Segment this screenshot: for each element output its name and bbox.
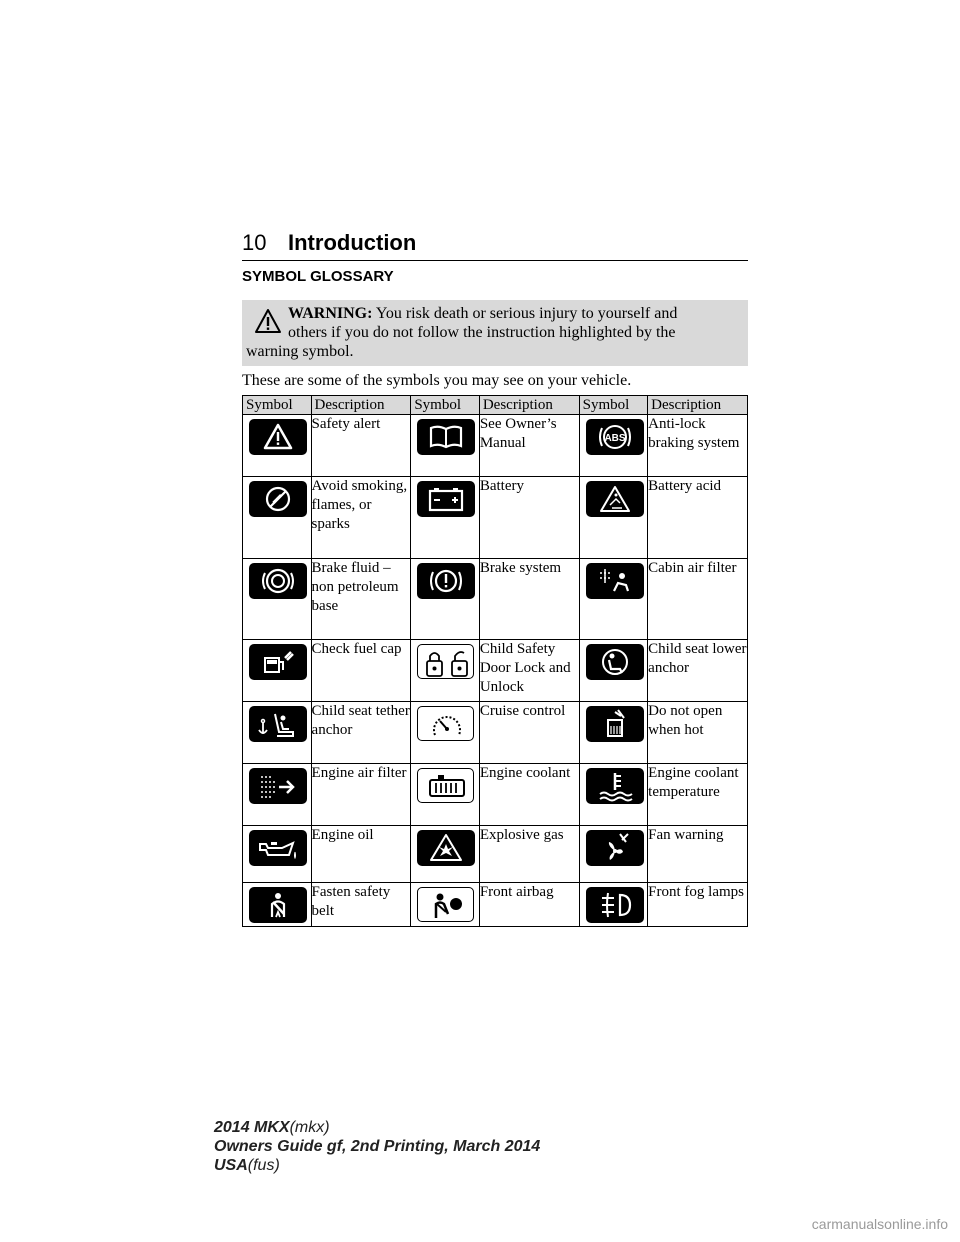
airbag-icon [417,887,474,922]
book-icon [417,419,475,455]
fuel-cap-icon [249,644,307,680]
brake-system-icon [417,563,475,599]
page-title: Introduction [288,230,417,255]
table-row [243,415,748,477]
symbol-description: Engine coolant temperature [648,764,748,826]
symbol-description: Battery acid [648,477,748,559]
symbol-description: Cruise control [479,702,579,764]
table-row [243,559,748,640]
child-seat-anchor-icon [586,644,644,680]
battery-icon [417,481,475,517]
warning-label: WARNING: [288,305,373,322]
cabin-air-filter-icon [586,563,644,599]
brake-fluid-icon [249,563,307,599]
symbol-description: See Owner’s Manual [479,415,579,477]
table-row [243,883,748,927]
explosive-gas-icon [417,830,475,866]
column-header: Symbol [243,396,312,415]
footer-market-code: (fus) [247,1157,280,1174]
warning-line-1: You risk death or serious injury to yourself and [375,305,678,322]
footer-market: USA [214,1157,248,1174]
symbol-description: Engine oil [311,826,411,883]
abs-icon [586,419,644,455]
footer-model-code: (mkx) [289,1119,330,1136]
do-not-open-hot-icon [586,706,644,742]
symbol-description: Check fuel cap [311,640,411,702]
table-row [243,702,748,764]
section-title: SYMBOL GLOSSARY [242,268,394,285]
table-row [243,764,748,826]
oil-can-icon [249,830,307,866]
column-header: Symbol [579,396,648,415]
table-row [243,640,748,702]
document-footer [214,1118,540,1175]
intro-text: These are some of the symbols you may see on your vehicle. [242,372,632,389]
footer-model: 2014 MKX [214,1119,290,1136]
symbol-description: Brake system [479,559,579,640]
symbol-glossary-table [242,395,748,927]
symbol-description: Fasten safety belt [311,883,411,927]
svg-text:ABS: ABS [604,433,626,444]
engine-coolant-icon [417,768,474,803]
warning-text [246,304,742,361]
symbol-description: Do not open when hot [648,702,748,764]
fog-lamp-icon [586,887,644,923]
battery-acid-icon [586,481,644,517]
symbol-description: Anti-lock braking system [648,415,748,477]
fan-warning-icon [586,830,644,866]
symbol-description: Explosive gas [479,826,579,883]
table-row [243,477,748,559]
column-header: Description [479,396,579,415]
seatbelt-icon [249,887,307,923]
symbol-description: Engine coolant [479,764,579,826]
warning-line-2: others if you do not follow the instruction highlighted by the [288,324,676,341]
child-lock-icon [417,644,474,679]
table-header-row [243,396,748,415]
column-header: Symbol [411,396,480,415]
symbol-description: Brake fluid – non petroleum base [311,559,411,640]
page-number: 10 [242,230,267,255]
footer-guide: Owners Guide gf, 2nd Printing, March 2014 [214,1138,541,1155]
watermark: carmanualsonline.info [811,1216,948,1232]
symbol-description: Fan warning [648,826,748,883]
symbol-description: Child seat tether anchor [311,702,411,764]
symbol-description: Child Safety Door Lock and Unlock [479,640,579,702]
symbol-description: Engine air filter [311,764,411,826]
warning-box [242,300,748,366]
child-seat-tether-icon [249,706,307,742]
symbol-description: Battery [479,477,579,559]
warning-line-3: warning symbol. [246,343,354,360]
coolant-temperature-icon [586,768,644,804]
symbol-description: Front airbag [479,883,579,927]
no-smoking-icon [249,481,307,517]
column-header: Description [311,396,411,415]
symbol-description: Child seat lower anchor [648,640,748,702]
table-row [243,826,748,883]
symbol-description: Cabin air filter [648,559,748,640]
symbol-description: Front fog lamps [648,883,748,927]
column-header: Description [648,396,748,415]
symbol-description: Safety alert [311,415,411,477]
cruise-control-icon [417,706,474,741]
symbol-description: Avoid smoking, flames, or sparks [311,477,411,559]
warning-triangle-icon [249,419,307,455]
page-header [242,228,748,261]
engine-air-filter-icon [249,768,307,804]
